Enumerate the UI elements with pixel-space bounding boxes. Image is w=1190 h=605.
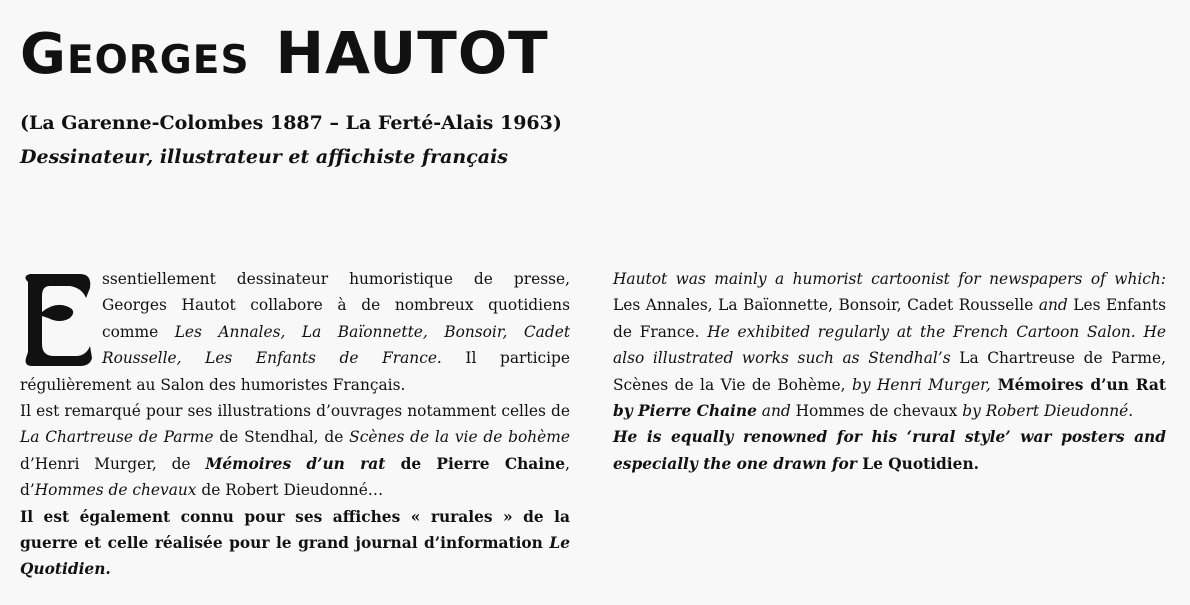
en-p1-d: Les Enfants de France. [613,296,1167,341]
en-p2-a: He is equally renowned for his ‘rural style’ war posters and especially the one drawn for [613,428,1166,473]
en-p1-c: and [1038,296,1068,315]
tagline: Dessinateur, illustrateur et affichiste français [20,146,509,168]
page-title [20,19,549,87]
fr-p3-a: Il est également connu pour ses affiches « rurales » de la guerre et celle réalisée pour le grand journal d’information [20,507,570,553]
en-p1-f: La Chartreuse de Parme, Scènes de la Vie de Bohème, [613,349,1166,394]
en-p1-k: Hommes de chevaux [795,402,963,421]
en-p2-b: Le Quotidien. [856,454,979,473]
en-p1-a: Hautot was mainly a humorist cartoonist for newspapers of which: [613,270,1166,288]
fr-p2-b: La Chartreuse de Parme [20,428,214,447]
english-paragraph-1 [613,266,1166,424]
title-first-name: Georges [20,22,250,87]
english-column [613,266,1166,477]
french-column [20,266,570,583]
english-paragraph-2 [613,424,1166,477]
fr-p1-tail: Il participe régulièrement au Salon des humoristes Français. [20,349,571,394]
fr-p2-c: de Stendhal, de [213,428,350,447]
french-paragraph-1 [20,266,570,398]
fr-p2-j: de Robert Dieudonné… [196,481,384,500]
life-dates: (La Garenne-Colombes 1887 – La Ferté-Alais 1963) [20,112,562,134]
en-p1-b: Les Annales, La Baïonnette, Bonsoir, Cadet Rousselle [613,296,1039,315]
fr-p2-g: de Pierre Chaine [385,454,566,473]
fr-p2-d: Scènes de la vie de bohème [349,428,570,447]
en-p1-g: by Henri Murger, [852,375,991,394]
fr-p3-b: Le Quotidien. [20,534,570,579]
fr-p2-a: Il est remarqué pour ses illustrations d’ouvrages notamment celles de [20,402,570,421]
fr-p2-e: d’Henri Murger, de [20,454,206,473]
en-p1-l: by Robert Dieudonné. [962,402,1134,421]
en-p1-j: and [756,402,796,421]
fr-p1-lead: ssentiellement dessinateur humoristique de presse, Georges Hautot collabore à de nombreux quotidiens comme [102,270,570,341]
fr-p1-papers: Les Annales, La Baïonnette, Bonsoir, Cadet Rousselle, Les Enfants de France. [102,322,571,368]
french-paragraph-3 [20,504,570,583]
fr-p2-f: Mémoires d’un rat [205,454,386,473]
french-paragraph-2 [20,398,570,504]
fr-p2-h: , d’ [20,454,570,500]
en-p1-h: Mémoires d’un Rat [990,375,1166,394]
fr-p2-i: Hommes de chevaux [34,481,197,500]
ornamental-dropcap-e [20,272,94,368]
en-p1-e: He exhibited regularly at the French Cartoon Salon. He also illustrated works such as Stendhal’s [613,322,1166,368]
en-p1-i: by Pierre Chaine [613,402,757,421]
title-last-name: HAUTOT [275,19,549,87]
